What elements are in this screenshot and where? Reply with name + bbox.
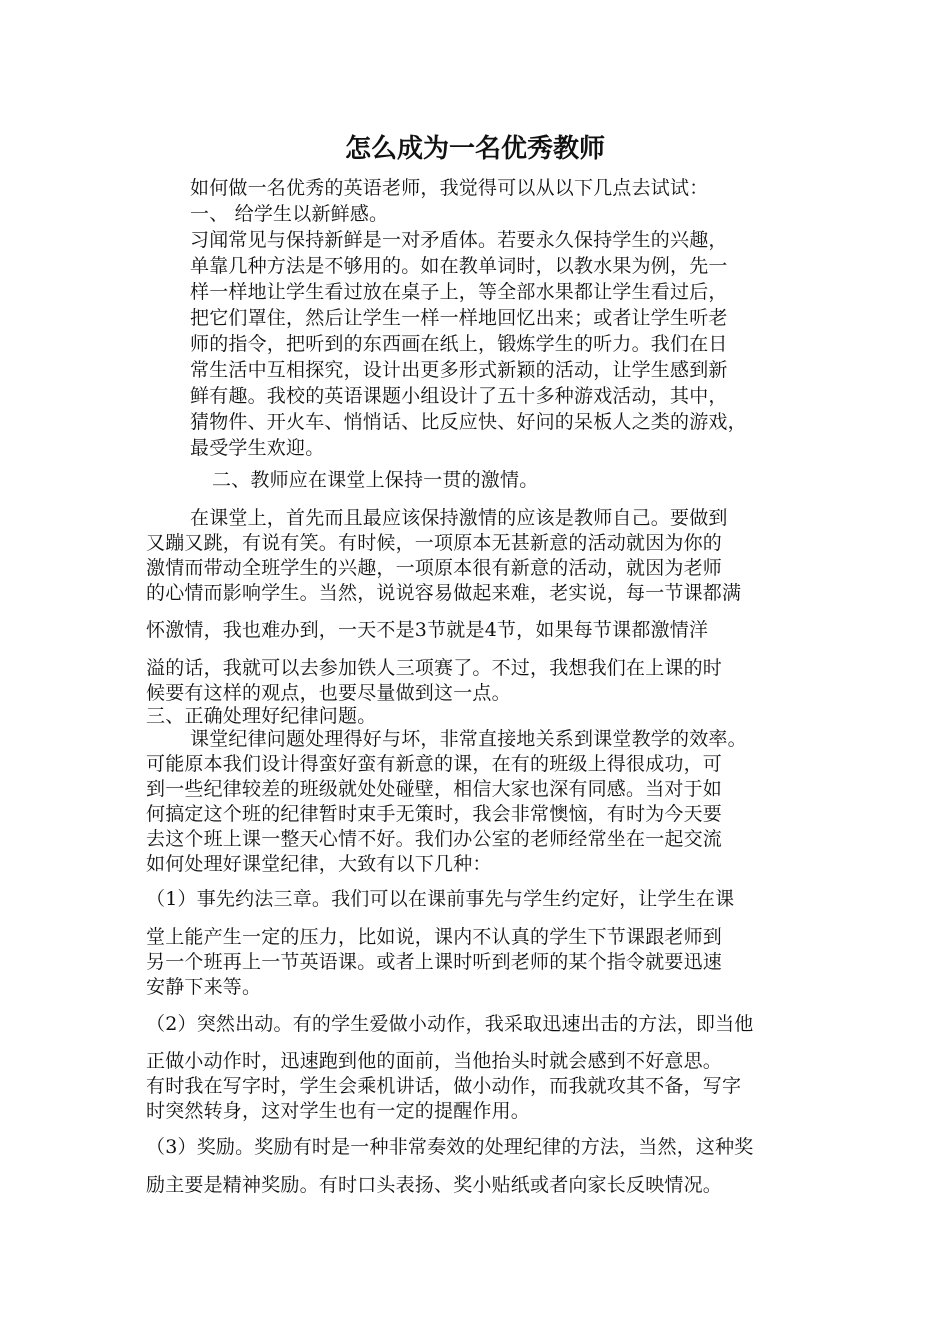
list-item: （3）奖励。奖励有时是一种非常奏效的处理纪律的方法，当然，这种奖 <box>146 1136 754 1158</box>
paragraph-line: 溢的话，我就可以去参加铁人三项赛了。不过，我想我们在上课的时 <box>146 657 723 679</box>
list-item: （2）突然出动。有的学生爱做小动作，我采取迅速出击的方法，即当他 <box>146 1013 754 1035</box>
paragraph-line: 有时我在写字时，学生会乘机讲话，做小动作，而我就攻其不备，写字 <box>146 1075 742 1097</box>
paragraph-line: 的心情而影响学生。当然，说说容易做起来难，老实说，每一节课都满 <box>146 582 742 604</box>
paragraph-line: 激情而带动全班学生的兴趣，一项原本很有新意的活动，就因为老师 <box>146 557 723 579</box>
paragraph-line: 单靠几种方法是不够用的。如在教单词时，以教水果为例，先一 <box>190 255 728 277</box>
paragraph-line: 何搞定这个班的纪律暂时束手无策时，我会非常懊恼，有时为今天要 <box>146 803 723 825</box>
list-item: （1）事先约法三章。我们可以在课前事先与学生约定好，让学生在课 <box>146 888 735 910</box>
paragraph-line: 到一些纪律较差的班级就处处碰壁，相信大家也深有同感。当对于如 <box>146 778 723 800</box>
paragraph-line: 鲜有趣。我校的英语课题小组设计了五十多种游戏活动，其中， <box>190 385 728 407</box>
paragraph-line: 最受学生欢迎。 <box>190 437 325 459</box>
paragraph-line: 样一样地让学生看过放在桌子上，等全部水果都让学生看过后， <box>190 281 728 303</box>
paragraph-line: 把它们罩住，然后让学生一样一样地回忆出来；或者让学生听老 <box>190 307 728 329</box>
paragraph-line: 又蹦又跳，有说有笑。有时候，一项原本无甚新意的活动就因为你的 <box>146 532 723 554</box>
paragraph-line: 常生活中互相探究，设计出更多形式新颖的活动，让学生感到新 <box>190 359 728 381</box>
paragraph-line: 习闻常见与保持新鲜是一对矛盾体。若要永久保持学生的兴趣， <box>190 229 728 251</box>
paragraph-line: 猜物件、开火车、悄悄话、比反应快、好问的呆板人之类的游戏， <box>190 411 747 433</box>
paragraph-line: 正做小动作时，迅速跑到他的面前，当他抬头时就会感到不好意思。 <box>146 1050 723 1072</box>
paragraph-line: 候要有这样的观点，也要尽量做到这一点。 <box>146 682 511 704</box>
paragraph-line: 如何做一名优秀的英语老师，我觉得可以从以下几点去试试： <box>190 177 709 199</box>
paragraph-line: 如何处理好课堂纪律，大致有以下几种： <box>146 853 492 875</box>
paragraph-line: 安静下来等。 <box>146 976 262 998</box>
paragraph-line: 去这个班上课一整天心情不好。我们办公室的老师经常坐在一起交流 <box>146 828 723 850</box>
section-heading: 一、 给学生以新鲜感。 <box>190 203 389 225</box>
paragraph-line: 在课堂上，首先而且最应该保持激情的应该是教师自己。要做到 <box>190 507 728 529</box>
document-title: 怎么成为一名优秀教师 <box>344 134 605 164</box>
paragraph-line: 时突然转身，这对学生也有一定的提醒作用。 <box>146 1100 531 1122</box>
section-heading: 二、教师应在课堂上保持一贯的激情。 <box>212 469 539 491</box>
paragraph-line: 可能原本我们设计得蛮好蛮有新意的课，在有的班级上得很成功，可 <box>146 753 723 775</box>
paragraph-line: 励主要是精神奖励。有时口头表扬、奖小贴纸或者向家长反映情况。 <box>146 1174 723 1196</box>
paragraph-line: 课堂纪律问题处理得好与坏，非常直接地关系到课堂教学的效率。 <box>190 728 747 750</box>
paragraph-line: 另一个班再上一节英语课。或者上课时听到老师的某个指令就要迅速 <box>146 951 723 973</box>
paragraph-line: 怀激情，我也难办到，一天不是3节就是4节，如果每节课都激情洋 <box>146 619 709 641</box>
paragraph-line: 师的指令，把听到的东西画在纸上，锻炼学生的听力。我们在日 <box>190 333 728 355</box>
paragraph-line: 堂上能产生一定的压力，比如说，课内不认真的学生下节课跟老师到 <box>146 926 723 948</box>
section-heading: 三、正确处理好纪律问题。 <box>146 705 377 727</box>
